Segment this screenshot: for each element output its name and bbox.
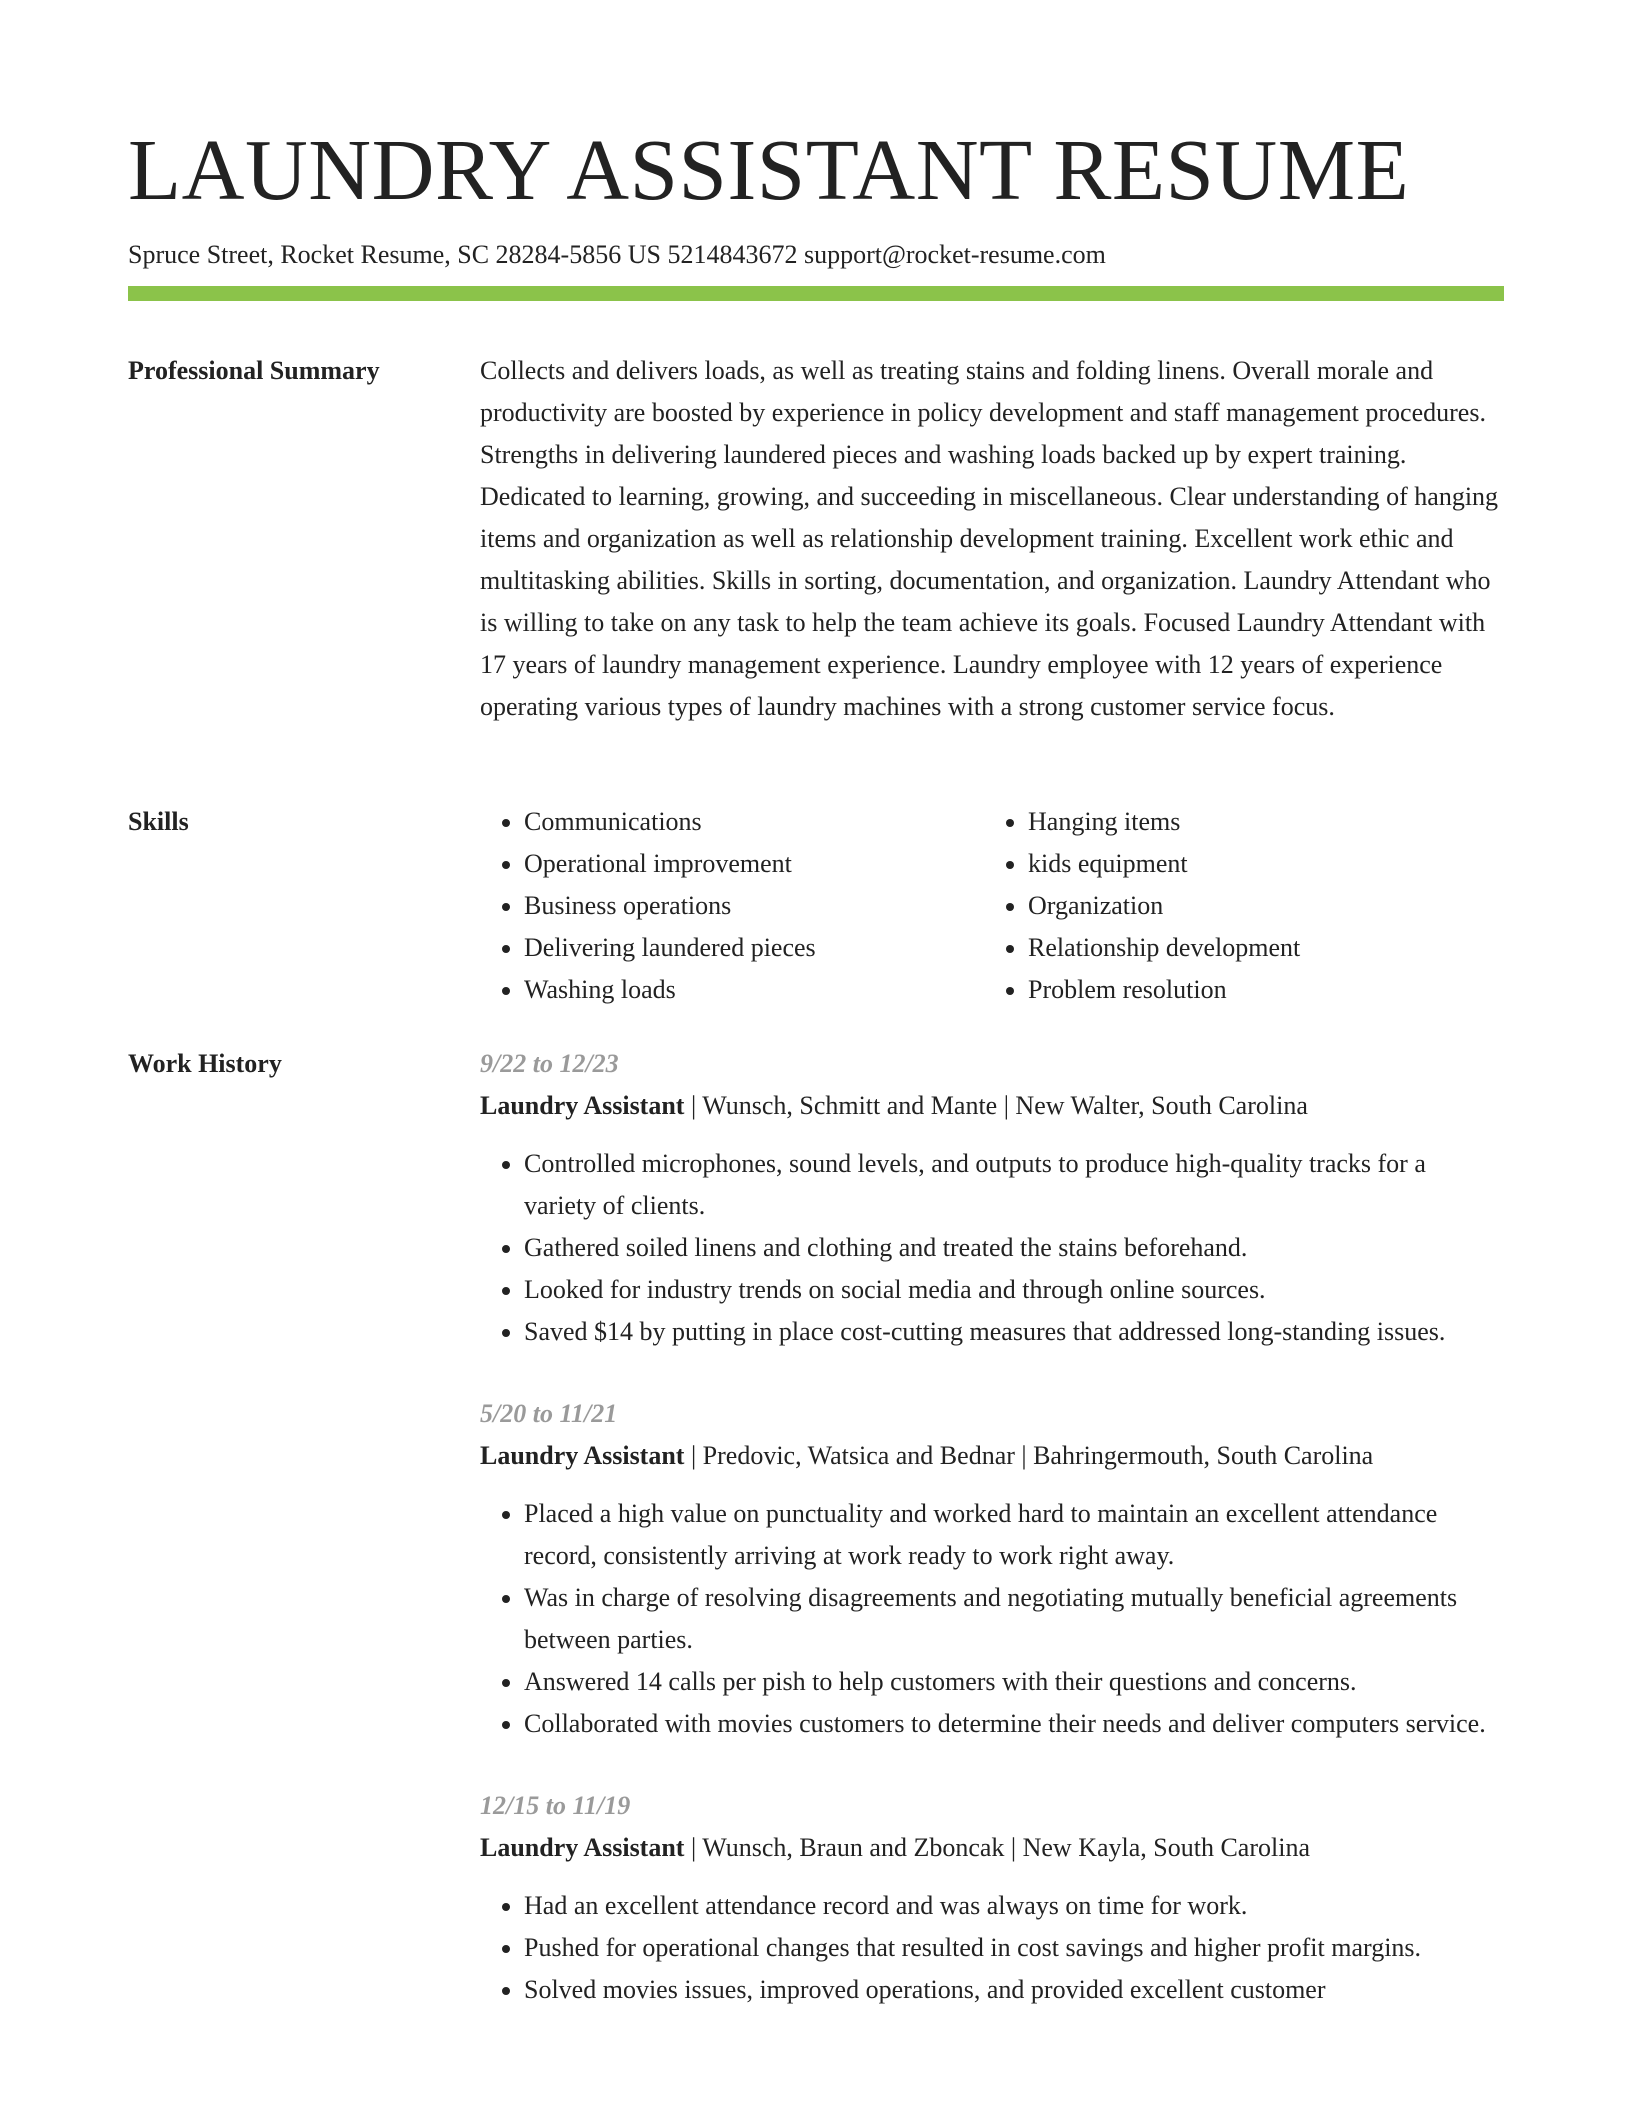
job-heading — [480, 1827, 1504, 1869]
job-bullet: • Answered 14 calls per pish to help customers with their questions and concerns. — [524, 1661, 1504, 1703]
job-employer-location: | Wunsch, Braun and Zboncak | New Kayla, South Carolina — [684, 1833, 1310, 1862]
skills-heading: Skills — [128, 807, 189, 836]
skill-item: • Problem resolution — [1028, 969, 1488, 1011]
skill-item: • Delivering laundered pieces — [524, 927, 984, 969]
job-bullets — [480, 1493, 1504, 1745]
resume-header — [128, 118, 1504, 272]
skills-list-right — [984, 801, 1488, 1011]
job-title: Laundry Assistant — [480, 1833, 685, 1862]
skill-item: • Operational improvement — [524, 843, 984, 885]
job-bullet: • Had an excellent attendance record and was always on time for work. — [524, 1885, 1504, 1927]
summary-body — [480, 350, 1504, 728]
job-bullet: • Solved movies issues, improved operations, and provided excellent customer — [524, 1969, 1504, 2011]
skill-item: • Communications — [524, 801, 984, 843]
job-entry — [480, 1043, 1504, 1353]
job-title: Laundry Assistant — [480, 1441, 685, 1470]
job-dates: 5/20 to 11/21 — [480, 1399, 618, 1428]
skills-grid — [480, 801, 1504, 1011]
skill-item: • Business operations — [524, 885, 984, 927]
skill-item: • kids equipment — [1028, 843, 1488, 885]
skills-body — [480, 801, 1504, 1011]
job-bullets — [480, 1885, 1504, 2011]
summary-text: Collects and delivers loads, as well as treating stains and folding linens. Overall morale and productivity are boosted by experience in policy development and staff management procedures. Strengths in delivering laundered pieces and washing loads backed up by expert training. Dedicated to learning, growing, and succeeding in miscellaneous. Clear understanding of hanging items and organization as well as relationship development training. Excellent work ethic and multitasking abilities. Skills in sorting, documentation, and organization. Laundry Attendant who is willing to take on any task to help the team achieve its goals. Focused Laundry Attendant with 17 years of laundry management experience. Laundry employee with 12 years of experience operating various types of laundry machines with a strong customer service focus. — [480, 356, 1499, 721]
skills-list-left — [480, 801, 984, 1011]
job-title: Laundry Assistant — [480, 1091, 685, 1120]
contact-info: Spruce Street, Rocket Resume, SC 28284-5856 US 5214843672 support@rocket-resume.com — [128, 240, 1106, 269]
skill-item: • Relationship development — [1028, 927, 1488, 969]
job-bullet: • Placed a high value on punctuality and worked hard to maintain an excellent attendance record, consistently arriving at work ready to work right away. — [524, 1493, 1504, 1577]
job-bullet: • Saved $14 by putting in place cost-cutting measures that addressed long-standing issues. — [524, 1311, 1504, 1353]
job-bullet: • Looked for industry trends on social media and through online sources. — [524, 1269, 1504, 1311]
resume-title: LAUNDRY ASSISTANT RESUME — [128, 121, 1410, 218]
job-employer-location: | Wunsch, Schmitt and Mante | New Walter, South Carolina — [684, 1091, 1308, 1120]
job-bullet: • Pushed for operational changes that resulted in cost savings and higher profit margins. — [524, 1927, 1504, 1969]
job-bullet: • Was in charge of resolving disagreements and negotiating mutually beneficial agreements between parties. — [524, 1577, 1504, 1661]
skill-item: • Organization — [1028, 885, 1488, 927]
header-divider — [128, 286, 1504, 301]
skill-item: • Hanging items — [1028, 801, 1488, 843]
job-bullet: • Controlled microphones, sound levels, and outputs to produce high-quality tracks for a variety of clients. — [524, 1143, 1504, 1227]
job-bullet: • Collaborated with movies customers to determine their needs and deliver computers service. — [524, 1703, 1504, 1745]
work-history-body — [480, 1043, 1504, 2051]
job-heading — [480, 1085, 1504, 1127]
work-history-heading: Work History — [128, 1049, 282, 1078]
job-bullets — [480, 1143, 1504, 1353]
job-bullet: • Gathered soiled linens and clothing and treated the stains beforehand. — [524, 1227, 1504, 1269]
job-dates: 9/22 to 12/23 — [480, 1049, 619, 1078]
job-heading — [480, 1435, 1504, 1477]
job-dates: 12/15 to 11/19 — [480, 1791, 631, 1820]
job-employer-location: | Predovic, Watsica and Bednar | Bahringermouth, South Carolina — [684, 1441, 1374, 1470]
summary-heading: Professional Summary — [128, 356, 380, 385]
skill-item: • Washing loads — [524, 969, 984, 1011]
job-entry — [480, 1393, 1504, 1745]
job-entry — [480, 1785, 1504, 2011]
